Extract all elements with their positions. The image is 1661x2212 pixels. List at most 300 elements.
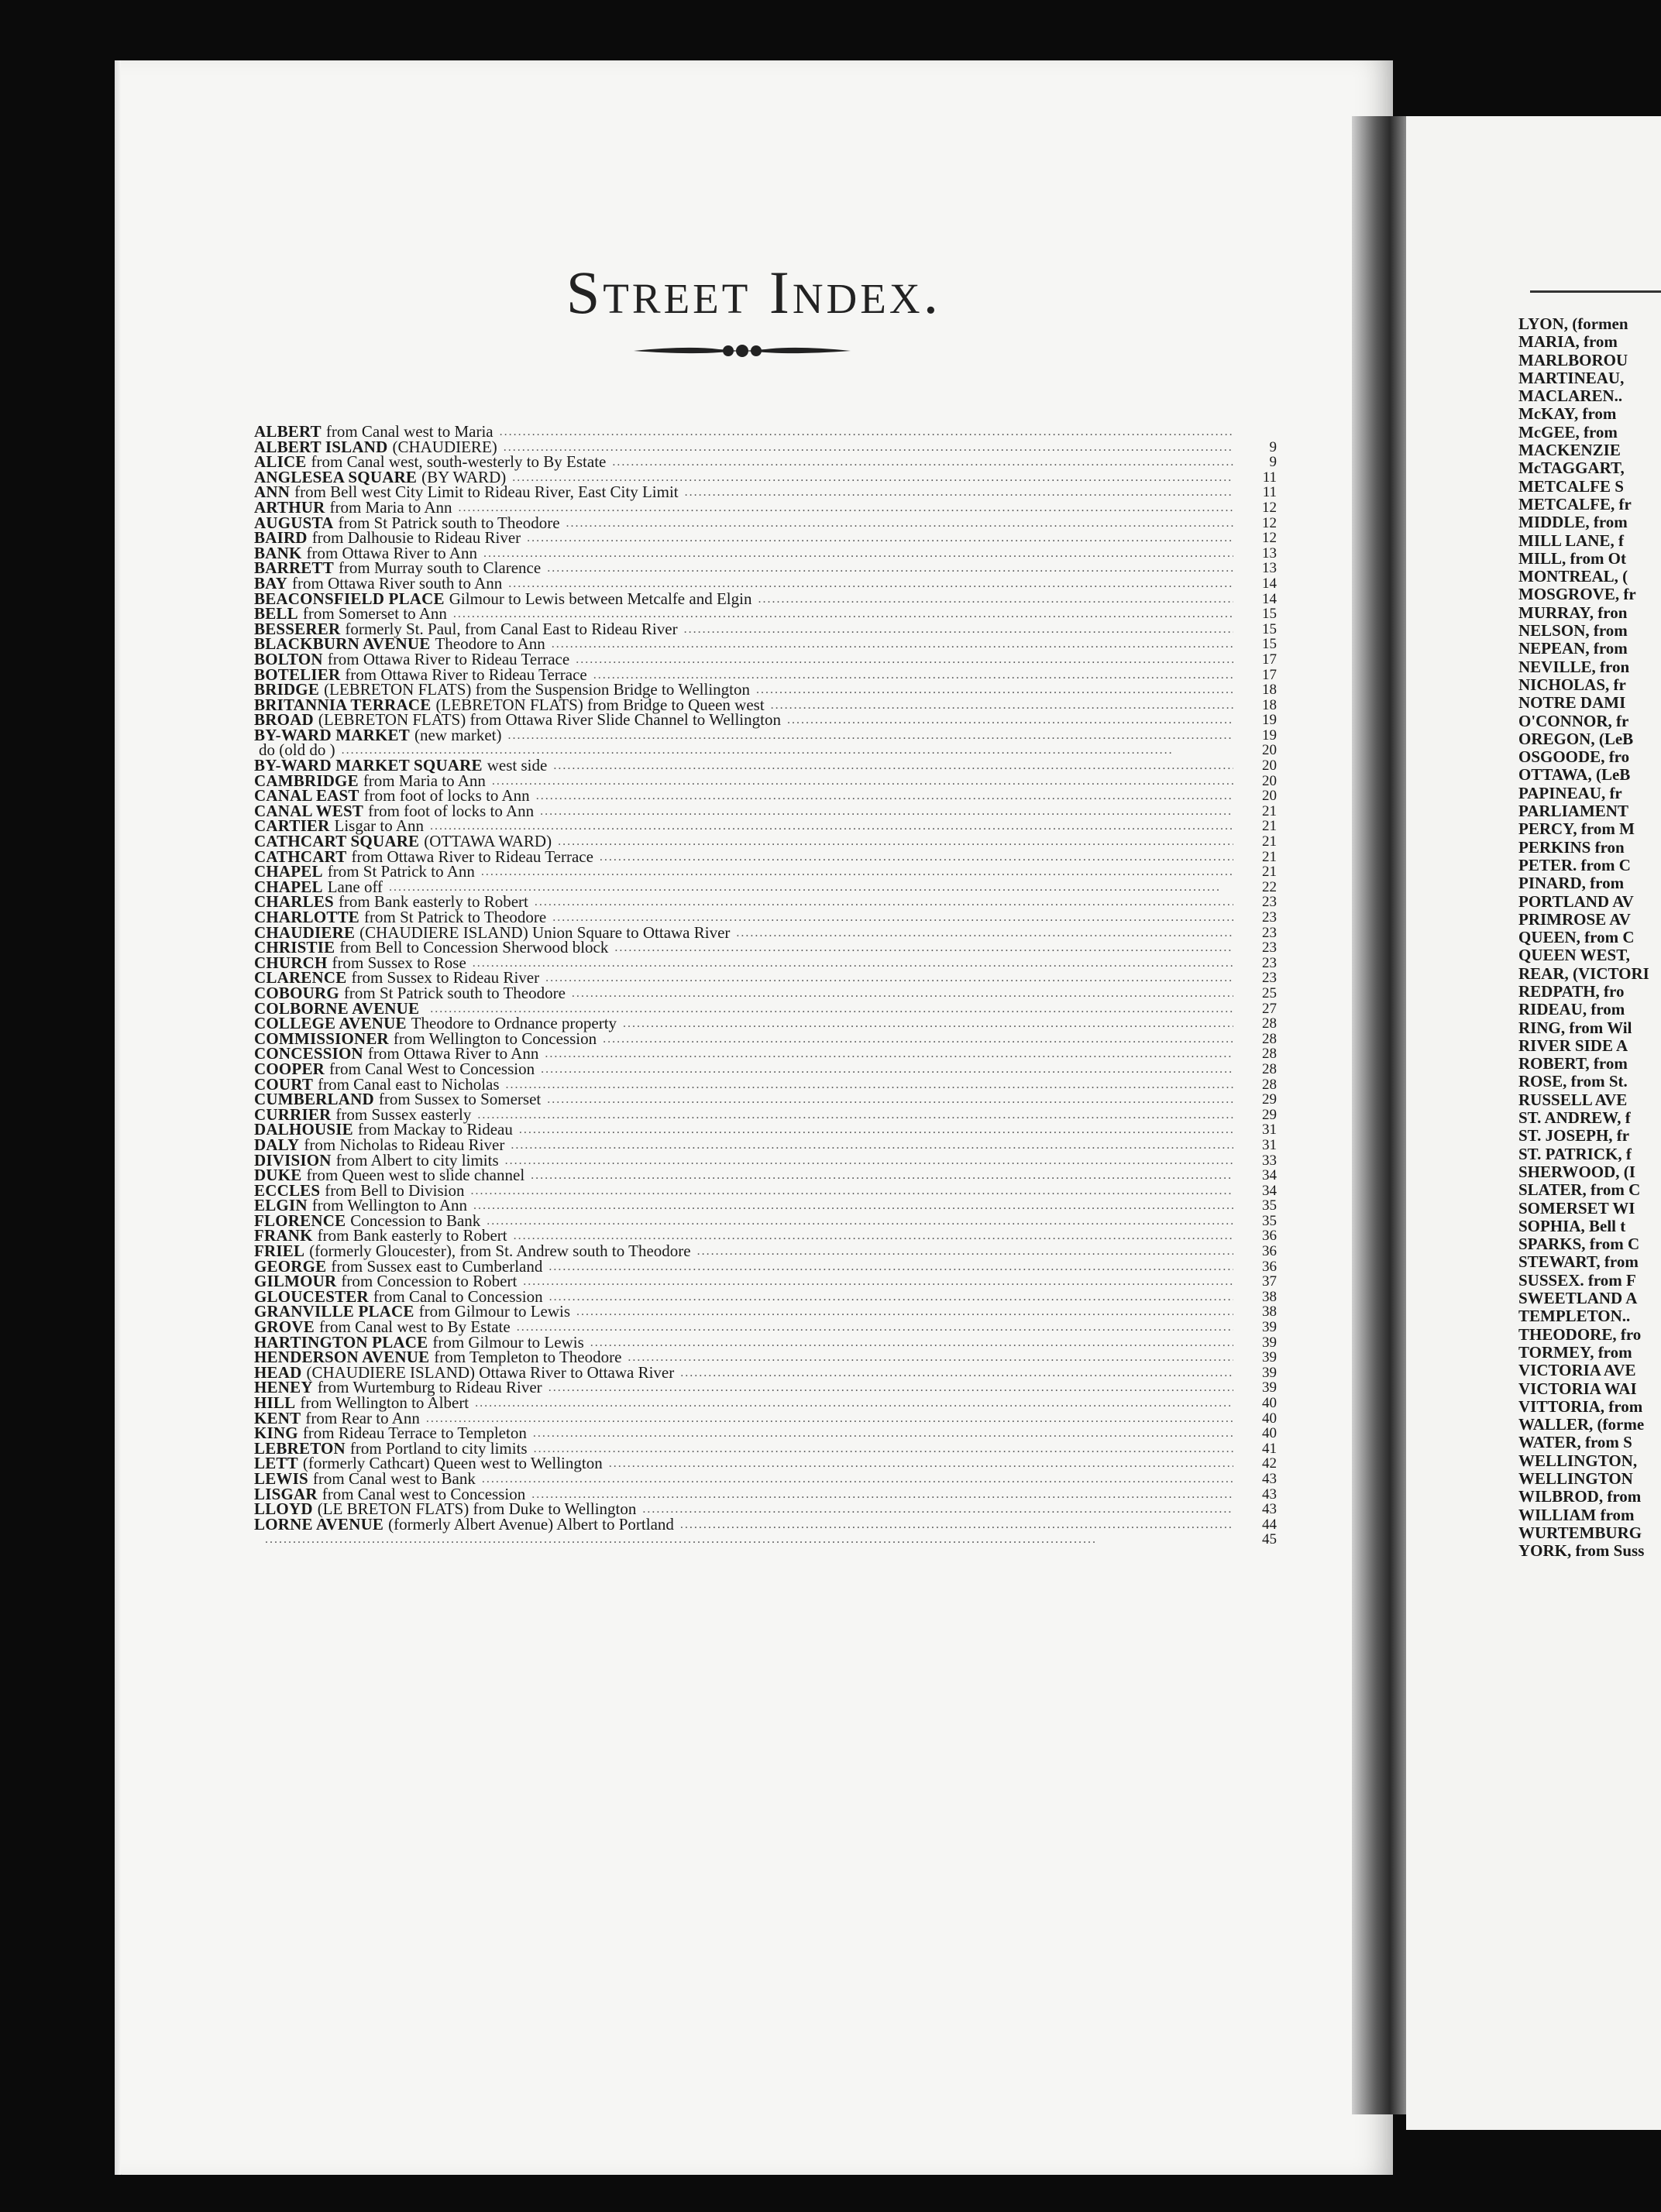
page-number: 25 — [1262, 984, 1277, 1001]
page-number: 28 — [1262, 1046, 1277, 1063]
street-description: (LEBRETON FLATS) from the Suspension Bridge to Wellington — [324, 680, 750, 699]
leader-dots — [523, 1274, 1233, 1290]
leader-dots — [576, 652, 1233, 668]
street-name: BRITANNIA TERRACE — [254, 695, 432, 714]
leader-dots — [685, 485, 1233, 500]
street-description: from Ottawa River to Rideau Terrace — [345, 665, 587, 684]
street-name: CANAL WEST — [254, 801, 364, 820]
leader-dots — [623, 1016, 1233, 1032]
street-description: Concession to Bank — [350, 1211, 481, 1230]
right-index-fragment: PERCY, from M — [1518, 819, 1635, 839]
street-name: CHARLOTTE — [254, 908, 359, 926]
right-index-fragment: MARLBOROU — [1518, 350, 1628, 369]
page-number: 21 — [1262, 833, 1277, 850]
street-name: CLARENCE — [254, 968, 347, 988]
page-number: 11 — [1262, 469, 1277, 486]
street-name: KING — [254, 1424, 298, 1443]
street-description: from Sussex easterly — [335, 1104, 472, 1124]
street-description: from Maria to Ann — [329, 497, 452, 517]
street-name: CARTIER — [254, 816, 330, 836]
right-index-fragment: RUSSELL AVE — [1518, 1090, 1628, 1109]
leader-dots — [508, 728, 1234, 744]
right-index-fragment: McGEE, from — [1518, 422, 1618, 441]
page-number: 33 — [1262, 1152, 1277, 1169]
street-name: ALBERT ISLAND — [254, 437, 388, 456]
page-number: 37 — [1262, 1273, 1277, 1290]
street-name: BOLTON — [254, 649, 323, 668]
page-number: 42 — [1262, 1455, 1277, 1472]
page-number: 40 — [1262, 1410, 1277, 1427]
street-name: BAIRD — [254, 528, 308, 548]
leader-dots — [459, 500, 1233, 516]
street-name: COLLEGE AVENUE — [254, 1014, 407, 1033]
right-index-fragment: MILL, from Ot — [1518, 548, 1627, 568]
page-number: 20 — [1262, 788, 1277, 805]
street-name: BROAD — [254, 710, 314, 730]
right-index-fragment: QUEEN, from C — [1518, 928, 1635, 947]
street-description: from Wellington to Albert — [300, 1393, 469, 1412]
page-number: 43 — [1262, 1470, 1277, 1487]
page-number: 31 — [1262, 1121, 1277, 1139]
right-index-fragment: REAR, (VICTORI — [1518, 963, 1649, 983]
street-description: from Mackay to Rideau — [357, 1120, 513, 1139]
page-number: 18 — [1262, 696, 1277, 713]
right-index-fragment: MACKENZIE — [1518, 441, 1621, 460]
street-name: DIVISION — [254, 1150, 332, 1170]
street-description: from Dalhousie to Rideau River — [311, 528, 521, 548]
leader-dots — [487, 1214, 1233, 1229]
leader-dots — [771, 698, 1233, 713]
page-number: 23 — [1262, 939, 1277, 957]
leader-dots — [540, 804, 1233, 819]
right-index-fragment: PORTLAND AV — [1518, 891, 1634, 911]
street-name: BY-WARD MARKET SQUARE — [254, 756, 483, 775]
street-name: ALICE — [254, 452, 307, 472]
index-entry — [254, 1532, 1277, 1547]
page-number: 29 — [1262, 1106, 1277, 1123]
right-index-fragment: NICHOLAS, fr — [1518, 675, 1626, 694]
street-name: ANN — [254, 483, 291, 502]
leader-dots — [505, 1153, 1233, 1169]
page-number: 40 — [1262, 1425, 1277, 1442]
street-description: from Bell to Division — [325, 1180, 465, 1200]
page-number: 22 — [1262, 878, 1277, 895]
right-index-fragment: SWEETLAND A — [1518, 1289, 1638, 1308]
right-index-fragment: WELLINGTON — [1518, 1469, 1633, 1488]
street-description: (OTTAWA WARD) — [424, 832, 552, 851]
right-index-fragment: SHERWOOD, (I — [1518, 1162, 1635, 1181]
left-page — [115, 60, 1393, 2175]
street-description: from St Patrick to Theodore — [364, 908, 547, 926]
page-number: 18 — [1262, 682, 1277, 699]
street-description: from Albert to city limits — [335, 1150, 499, 1170]
leader-dots — [527, 531, 1233, 546]
street-name: ALBERT — [254, 422, 322, 441]
page-number: 39 — [1262, 1349, 1277, 1366]
street-description: (formerly Gloucester), from St. Andrew south to Theodore — [309, 1242, 691, 1261]
page-number: 17 — [1262, 651, 1277, 668]
right-index-fragment: McTAGGART, — [1518, 459, 1625, 478]
leader-dots — [545, 1046, 1233, 1062]
right-index-fragment: NEVILLE, fron — [1518, 657, 1630, 676]
right-index-fragment: WURTEMBURG — [1518, 1523, 1642, 1542]
page-number: 11 — [1262, 484, 1277, 501]
street-name: CUMBERLAND — [254, 1090, 374, 1109]
page-number: 39 — [1262, 1379, 1277, 1396]
street-description: from Rear to Ann — [305, 1408, 420, 1427]
street-description: from Ottawa River to Ann — [367, 1044, 539, 1063]
street-description: (new market) — [414, 725, 502, 744]
leader-dots — [531, 1487, 1233, 1503]
street-description: (CHAUDIERE) — [392, 437, 497, 456]
street-description: (LE BRETON FLATS) from Duke to Wellington — [317, 1499, 637, 1519]
page-number: 41 — [1262, 1440, 1277, 1457]
street-description: from Sussex to Somerset — [378, 1090, 542, 1109]
street-description: from Rideau Terrace to Templeton — [302, 1424, 527, 1443]
street-name: ANGLESEA SQUARE — [254, 467, 418, 486]
street-name: AUGUSTA — [254, 513, 334, 532]
right-index-fragment: SLATER, from C — [1518, 1180, 1641, 1200]
leader-dots — [504, 440, 1233, 455]
street-description: from Murray south to Clarence — [338, 558, 542, 578]
right-index-fragment: WALLER, (forme — [1518, 1415, 1645, 1434]
page-title: Street Index. — [566, 259, 942, 326]
page-number: 13 — [1262, 544, 1277, 562]
street-name: LETT — [254, 1454, 298, 1473]
page-number: 40 — [1262, 1395, 1277, 1411]
page-number: 28 — [1262, 1015, 1277, 1032]
street-description: from Portland to city limits — [349, 1438, 528, 1458]
street-name: LEWIS — [254, 1468, 308, 1488]
right-index-fragment: ST. PATRICK, f — [1518, 1144, 1632, 1163]
page-number: 12 — [1262, 514, 1277, 531]
right-index-fragment: SUSSEX. from F — [1518, 1270, 1636, 1290]
street-description: from Bank easterly to Robert — [338, 892, 528, 912]
page-number: 15 — [1262, 636, 1277, 653]
leader-dots — [549, 1290, 1233, 1305]
street-name: LEBRETON — [254, 1438, 346, 1458]
street-name: GLOUCESTER — [254, 1286, 369, 1306]
street-index-list — [254, 424, 1277, 1547]
street-name: GILMOUR — [254, 1272, 337, 1291]
street-description: Lane off — [327, 877, 383, 896]
street-description: (CHAUDIERE ISLAND) Union Square to Ottawa River — [359, 922, 731, 942]
page-number: 23 — [1262, 954, 1277, 971]
leader-dots — [590, 1335, 1233, 1351]
leader-dots — [477, 1108, 1233, 1123]
street-description: from Maria to Ann — [363, 771, 486, 790]
right-index-fragment: OTTAWA, (LeB — [1518, 765, 1631, 785]
street-description: from Canal West to Concession — [329, 1059, 535, 1078]
right-index-fragment: PARLIAMENT — [1518, 802, 1628, 821]
right-index-fragment: PETER. from C — [1518, 855, 1631, 874]
right-index-fragment: O'CONNOR, fr — [1518, 711, 1629, 730]
right-index-fragment: MIDDLE, from — [1518, 513, 1628, 532]
street-name: LORNE AVENUE — [254, 1514, 384, 1534]
right-index-fragment: NEPEAN, from — [1518, 639, 1628, 658]
street-description: from Canal west, south-westerly to By Estate — [311, 452, 607, 472]
street-name: GRANVILLE PLACE — [254, 1302, 414, 1321]
leader-dots — [680, 1365, 1233, 1381]
street-name: HEAD — [254, 1362, 302, 1382]
page-number: 14 — [1262, 590, 1277, 607]
street-description: Theodore to Ordnance property — [411, 1014, 617, 1033]
street-description: from Templeton to Theodore — [434, 1348, 622, 1367]
leader-dots — [684, 622, 1233, 637]
street-name: COURT — [254, 1074, 314, 1094]
right-index-fragment: PINARD, from — [1518, 874, 1625, 893]
right-index-fragment: MILL LANE, f — [1518, 531, 1624, 550]
right-index-fragment: ROBERT, from — [1518, 1054, 1628, 1073]
right-index-fragment: MOSGROVE, fr — [1518, 585, 1636, 604]
street-name: GROVE — [254, 1317, 315, 1337]
street-name: BEACONSFIELD PLACE — [254, 589, 445, 608]
leader-dots — [541, 1062, 1233, 1077]
leader-dots — [558, 834, 1233, 850]
street-name: BOTELIER — [254, 665, 341, 684]
street-name: CATHCART SQUARE — [254, 832, 420, 851]
book-gutter — [1352, 116, 1406, 2114]
page-number: 45 — [1262, 1531, 1277, 1548]
right-index-fragment: WATER, from S — [1518, 1433, 1632, 1452]
street-name: GEORGE — [254, 1256, 327, 1276]
street-description: from Canal west to Bank — [312, 1468, 476, 1488]
right-index-fragment: METCALFE S — [1518, 476, 1624, 496]
leader-dots — [642, 1502, 1233, 1517]
street-description: from foot of locks to Ann — [368, 801, 535, 820]
page-number: 23 — [1262, 894, 1277, 911]
right-index-fragment: YORK, from Suss — [1518, 1541, 1645, 1561]
street-description: (CHAUDIERE ISLAND) Ottawa River to Ottawa River — [306, 1362, 675, 1382]
right-index-fragment: PRIMROSE AV — [1518, 909, 1631, 929]
street-name: LLOYD — [254, 1499, 313, 1519]
leader-dots — [483, 546, 1233, 562]
street-name: CURRIER — [254, 1104, 332, 1124]
right-index-fragment: McKAY, from — [1518, 404, 1617, 424]
street-description: from Ottawa River to Ann — [306, 543, 477, 562]
street-name: CHRISTIE — [254, 938, 335, 957]
right-index-fragment: MACLAREN.. — [1518, 386, 1623, 406]
leader-dots — [549, 1259, 1233, 1275]
right-index-fragment: REDPATH, fro — [1518, 981, 1625, 1001]
page-number: 21 — [1262, 802, 1277, 819]
index-entry — [254, 864, 1277, 880]
leader-dots — [534, 1441, 1233, 1457]
street-description: Lisgar to Ann — [334, 816, 425, 836]
leader-dots — [426, 1411, 1233, 1427]
page-number: 17 — [1262, 666, 1277, 683]
street-name: FLORENCE — [254, 1211, 346, 1230]
right-index-fragment: OSGOODE, fro — [1518, 747, 1630, 767]
leader-dots — [680, 1517, 1233, 1533]
street-description: from Wellington to Ann — [311, 1196, 468, 1215]
page-number: 38 — [1262, 1304, 1277, 1321]
leader-dots — [553, 758, 1233, 774]
street-name: CHAPEL — [254, 877, 323, 896]
page-number: 43 — [1262, 1501, 1277, 1518]
page-number: 34 — [1262, 1182, 1277, 1199]
right-index-fragment: PERKINS fron — [1518, 837, 1625, 857]
page-number: 21 — [1262, 818, 1277, 835]
street-name: DALY — [254, 1135, 300, 1154]
page-number: 35 — [1262, 1197, 1277, 1214]
right-index-fragment: QUEEN WEST, — [1518, 946, 1630, 965]
street-name: FRANK — [254, 1226, 313, 1245]
leader-dots — [511, 1138, 1233, 1153]
right-index-fragment: LYON, (formen — [1518, 315, 1628, 333]
street-description: from Gilmour to Lewis — [418, 1302, 571, 1321]
page-number: 20 — [1262, 742, 1277, 759]
right-index-fragment: TORMEY, from — [1518, 1342, 1632, 1362]
street-name: ECCLES — [254, 1180, 321, 1200]
right-index-fragment: NOTRE DAMI — [1518, 693, 1626, 713]
page-number: 38 — [1262, 1288, 1277, 1305]
right-index-fragment: ROSE, from St. — [1518, 1072, 1628, 1091]
street-name: BY-WARD MARKET — [254, 725, 410, 744]
street-name: HARTINGTON PLACE — [254, 1332, 428, 1352]
street-description: from Somerset to Ann — [302, 604, 447, 623]
street-description: (LEBRETON FLATS) from Ottawa River Slide Channel to Wellington — [318, 710, 781, 730]
leader-dots — [787, 713, 1233, 728]
leader-dots — [533, 1426, 1233, 1441]
right-index-fragment: RIDEAU, from — [1518, 1000, 1625, 1019]
street-description: Theodore to Ann — [435, 634, 545, 654]
street-description: from St Patrick south to Theodore — [343, 983, 566, 1002]
right-index-fragment: WELLINGTON, — [1518, 1451, 1638, 1470]
street-description: from Gilmour to Lewis — [432, 1332, 584, 1352]
leader-dots — [500, 424, 1233, 440]
street-name: HENDERSON AVENUE — [254, 1348, 430, 1367]
leader-dots — [576, 1304, 1233, 1320]
street-name: CHAUDIERE — [254, 922, 356, 942]
leader-dots — [265, 1532, 1233, 1547]
index-entry — [254, 1514, 1277, 1534]
page-number: 23 — [1262, 970, 1277, 987]
page-number: 31 — [1262, 1136, 1277, 1153]
leader-dots — [475, 1396, 1233, 1411]
street-description: from Ottawa River to Rideau Terrace — [351, 847, 593, 866]
street-description: Gilmour to Lewis between Metcalfe and Elgin — [449, 589, 752, 608]
street-description: from Bell to Concession Sherwood block — [339, 938, 609, 957]
title-ornament — [634, 339, 851, 362]
leader-dots — [531, 1168, 1233, 1183]
street-name: HENEY — [254, 1378, 313, 1397]
leader-dots — [492, 774, 1233, 789]
page-number: 12 — [1262, 499, 1277, 516]
street-name: COLBORNE AVENUE — [254, 998, 420, 1018]
leader-dots — [609, 1456, 1233, 1472]
right-index-fragment: NELSON, from — [1518, 621, 1628, 641]
right-index-fragment: ST. ANDREW, f — [1518, 1108, 1631, 1128]
street-name: BAY — [254, 573, 288, 592]
street-description: do (old do ) — [259, 740, 335, 760]
page-number: 28 — [1262, 1030, 1277, 1047]
right-index-fragment: TEMPLETON.. — [1518, 1307, 1631, 1326]
right-index-fragment: ST. JOSEPH, fr — [1518, 1126, 1630, 1146]
index-entry — [254, 725, 1277, 744]
street-description: from Sussex east to Cumberland — [331, 1256, 543, 1276]
street-description: from Bank easterly to Robert — [317, 1226, 507, 1245]
street-description: from Wurtemburg to Rideau River — [317, 1378, 542, 1397]
street-name: COBOURG — [254, 983, 339, 1002]
page-number: 44 — [1262, 1516, 1277, 1533]
page-number: 12 — [1262, 530, 1277, 547]
street-description: from Canal west to By Estate — [319, 1317, 511, 1337]
street-name: FRIEL — [254, 1242, 305, 1261]
leader-dots — [519, 1122, 1233, 1138]
right-index-fragment: WILBROD, from — [1518, 1487, 1642, 1506]
leader-dots — [473, 1198, 1233, 1214]
street-description: from Wellington to Concession — [393, 1029, 597, 1048]
street-description: from Concession to Robert — [341, 1272, 518, 1291]
leader-dots — [628, 1350, 1233, 1365]
leader-dots — [547, 1092, 1233, 1108]
street-description: (LEBRETON FLATS) from Bridge to Queen west — [435, 695, 765, 714]
street-name: CAMBRIDGE — [254, 771, 359, 790]
page-number: 15 — [1262, 620, 1277, 637]
street-name: BESSERER — [254, 619, 341, 638]
page-number: 27 — [1262, 1000, 1277, 1017]
street-description: from foot of locks to Ann — [363, 786, 530, 805]
leader-dots — [572, 986, 1233, 1001]
page-number: 13 — [1262, 560, 1277, 577]
leader-dots — [600, 850, 1233, 865]
page-number: 34 — [1262, 1167, 1277, 1184]
street-name: CATHCART — [254, 847, 347, 866]
street-description: from Ottawa River south to Ann — [292, 573, 503, 592]
page-number: 21 — [1262, 848, 1277, 865]
leader-dots — [603, 1032, 1233, 1047]
right-index-fragment: SOMERSET WI — [1518, 1198, 1635, 1218]
right-index-fragment: VICTORIA AVE — [1518, 1361, 1636, 1380]
leader-dots — [547, 561, 1233, 576]
leader-dots — [697, 1244, 1233, 1259]
street-description: from Sussex to Rideau River — [351, 968, 540, 988]
leader-dots — [612, 455, 1233, 470]
right-index-fragment: MURRAY, fron — [1518, 603, 1628, 622]
street-name: DALHOUSIE — [254, 1120, 353, 1139]
street-name: COMMISSIONER — [254, 1029, 389, 1048]
page-number: 28 — [1262, 1076, 1277, 1093]
street-name: BARRETT — [254, 558, 334, 578]
page-number: 23 — [1262, 924, 1277, 941]
street-description: from Canal to Concession — [373, 1286, 543, 1306]
leader-dots — [566, 516, 1233, 531]
page-number: 35 — [1262, 1212, 1277, 1229]
leader-dots — [614, 940, 1233, 956]
street-name: CHURCH — [254, 953, 328, 972]
street-name: LISGAR — [254, 1484, 318, 1503]
street-name: CANAL EAST — [254, 786, 359, 805]
page-number: 14 — [1262, 575, 1277, 592]
leader-dots — [536, 788, 1233, 804]
right-index-fragment: MARTINEAU, — [1518, 368, 1625, 387]
street-description: formerly St. Paul, from Canal East to Rideau River — [345, 619, 678, 638]
right-index-fragment: RING, from Wil — [1518, 1018, 1632, 1037]
street-description: from St Patrick to Ann — [327, 862, 475, 881]
street-name: CHARLES — [254, 892, 334, 912]
street-name: ARTHUR — [254, 497, 325, 517]
right-index-fragment: MARIA, from — [1518, 332, 1618, 352]
right-index-fragment: MONTREAL, ( — [1518, 567, 1628, 586]
street-name: BLACKBURN AVENUE — [254, 634, 431, 654]
street-description: from Canal west to Maria — [325, 422, 493, 441]
street-name: KENT — [254, 1408, 301, 1427]
page-number: 36 — [1262, 1243, 1277, 1260]
street-name: HILL — [254, 1393, 296, 1412]
right-index-fragment: OREGON, (LeB — [1518, 729, 1634, 748]
street-name: CONCESSION — [254, 1044, 363, 1063]
